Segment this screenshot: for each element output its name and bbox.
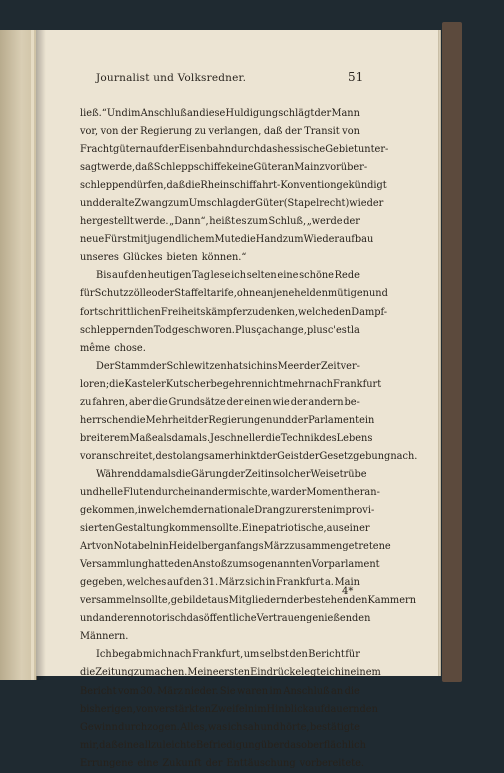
text-line: und helle Fluten durcheinander mischte, war der Moment heran- — [80, 486, 380, 498]
text-line: herrschen die Mehrheit der Regierungen und der Parlamente in — [80, 414, 375, 426]
text-line: Männern. — [80, 631, 129, 643]
text-line: ließ.“ Und im Anschluß an diese Huldigung schlägt der Mann — [80, 108, 360, 119]
text-line: Ich begab mich nach Frankfurt, um selbst den Bericht für — [96, 649, 360, 661]
text-line: Der Stamm der Schlewitzen hat sich ins Meer der Zeit ver- — [96, 360, 360, 372]
running-title: Journalist und Volksredner. — [96, 72, 247, 84]
text-line: Während damals die Gärung der Zeit in solcher Weise trübe — [96, 468, 367, 480]
book-cover-edge — [442, 22, 462, 682]
text-line: die Zeitung zu machen. Meine ersten Eindrücke legte ich in einem — [80, 667, 381, 679]
page-number: 51 — [348, 70, 364, 84]
text-line: schleppern den Tod geschworen. Plus ça change, plus c'est la — [80, 324, 360, 336]
text-line: zu fahren, aber die Grundsätze der einen wie der andern be- — [80, 396, 360, 408]
text-line: und anderen notorisch das öffentliche Vertrauen genießenden — [80, 613, 371, 625]
text-line: fortschrittlichen Freiheitskämpfer zu denken, welche den Dampf- — [80, 306, 388, 318]
text-line: bisherigen, von verstärkten Zweifeln im Hinblick auf dauernden — [80, 703, 378, 715]
text-line: Versammlung hatte den Anstoß zum sogenannten Vorparlament — [80, 559, 380, 571]
text-line: breiterem Maße als damals. Je schneller die Technik des Lebens — [80, 432, 373, 444]
text-line: Gewinn durchzogen. Alles, was ich sah und hörte, bestätigte — [80, 721, 360, 733]
signature-mark: 4* — [342, 586, 354, 597]
text-line: neue Fürst mit jugendlichem Mute die Hand zum Wiederaufbau — [80, 234, 374, 246]
text-line: Bis auf den heutigen Tag lese ich selten eine schöne Rede — [96, 270, 360, 282]
text-line: Bericht vom 30. März nieder. Sie waren im Anschluß an die — [80, 685, 360, 697]
text-line: mir, daß eine allzuleichte Befriedigung über das oberflächlich — [80, 739, 366, 751]
text-line: loren; die Kasteler Kutscher begehren nicht mehr nach Frankfurt — [80, 378, 382, 390]
text-line: hergestellt werde. „Dann“, heißt es zum Schluß, „werde der — [80, 216, 360, 228]
text-line: unseres Glückes bieten können.“ — [80, 252, 247, 264]
text-line: versammeln sollte, gebildet aus Mitgliedern der bestehenden Kammern — [80, 595, 417, 607]
text-line: Frachtgütern auf der Eisenbahn durch das hessische Gebiet unter- — [80, 144, 389, 156]
text-line: gekommen, in welchem der nationale Drang zur ersten improvi- — [80, 505, 375, 517]
text-line: vor, von der Regierung zu verlangen, daß der Transit von — [80, 126, 360, 138]
text-line: même chose. — [80, 342, 146, 354]
text-line: Art von Notabeln in Heidelberg anfangs März zusammengetretene — [80, 541, 391, 553]
text-line: Errungene eine Zukunft der Enttäuschung vorbereitete. — [80, 757, 364, 769]
text-line: für Schutzzölle oder Staffeltarife, ohne an jene heldenmütigen und — [80, 288, 388, 300]
text-line: und der alte Zwang zum Umschlag der Güter (Stapelrecht) wieder — [80, 198, 384, 210]
body-text — [80, 105, 418, 773]
text-line: sagt werde, daß Schleppschiffe keine Güter an Mainz vorüber- — [80, 162, 368, 174]
spine-shadow — [36, 30, 46, 680]
text-line: sierten Gestaltung kommen sollte. Eine patriotische, aus einer — [80, 523, 370, 535]
text-line: gegeben, welches auf den 31. März sich in Frankfurt a. Main — [80, 577, 360, 589]
text-line: schleppen dürfen, daß die Rheinschiffahrt-Konvention gekündigt — [80, 180, 387, 192]
text-line: voranschreitet, desto langsamer hinkt der Geist der Gesetzgebung nach. — [80, 450, 418, 462]
previous-page-edge — [0, 30, 37, 680]
